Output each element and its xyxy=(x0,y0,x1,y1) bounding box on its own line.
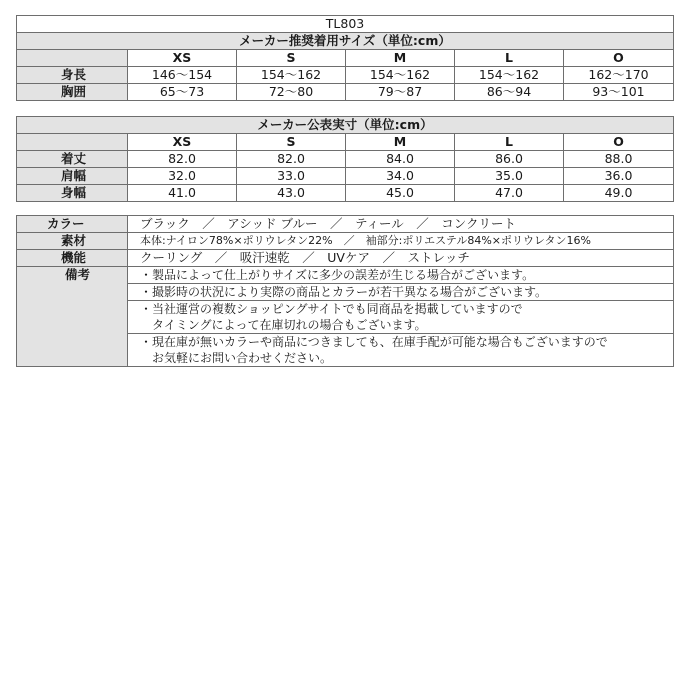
table-cell: 33.0 xyxy=(237,168,346,185)
note-line: ・撮影時の状況により実際の商品とカラーが若干異なる場合がございます。 xyxy=(128,284,674,301)
measured-size-table xyxy=(16,116,674,202)
note-block xyxy=(128,301,674,334)
size-header-o: O xyxy=(564,50,674,67)
note-line: ・製品によって仕上がりサイズに多少の誤差が生じる場合がございます。 xyxy=(128,267,674,284)
table-cell: 162〜170 xyxy=(564,67,674,84)
table-cell: 88.0 xyxy=(564,151,674,168)
table-cell: 45.0 xyxy=(346,185,455,202)
measured-size-title: メーカー公表実寸（単位:cm） xyxy=(17,117,674,134)
product-info-table xyxy=(16,215,674,367)
table-cell: 146〜154 xyxy=(128,67,237,84)
table-cell: 86〜94 xyxy=(455,84,564,101)
row-label-height: 身長 xyxy=(17,67,128,84)
recommended-size-table xyxy=(16,15,674,101)
function-value: クーリング ／ 吸汗速乾 ／ UVケア ／ ストレッチ xyxy=(128,250,674,267)
table-cell: 154〜162 xyxy=(237,67,346,84)
model-number: TL803 xyxy=(17,16,674,33)
function-label: 機能 xyxy=(17,250,128,267)
table-cell: 154〜162 xyxy=(346,67,455,84)
note-line: お気軽にお問い合わせください。 xyxy=(140,351,333,365)
size-header-xs: XS xyxy=(128,134,237,151)
table-cell: 84.0 xyxy=(346,151,455,168)
size-header-l: L xyxy=(455,134,564,151)
table-cell: 41.0 xyxy=(128,185,237,202)
notes-label: 備考 xyxy=(17,267,128,367)
table-cell: 36.0 xyxy=(564,168,674,185)
note-line: ・現在庫が無いカラーや商品につきましても、在庫手配が可能な場合もございますので xyxy=(140,335,608,349)
table-row xyxy=(17,84,674,101)
size-header-m: M xyxy=(346,134,455,151)
size-header-m: M xyxy=(346,50,455,67)
table-cell: 72〜80 xyxy=(237,84,346,101)
corner-cell xyxy=(17,50,128,67)
table-cell: 79〜87 xyxy=(346,84,455,101)
table-cell: 43.0 xyxy=(237,185,346,202)
row-label-shoulder: 肩幅 xyxy=(17,168,128,185)
table-row xyxy=(17,185,674,202)
table-row xyxy=(17,168,674,185)
size-header-l: L xyxy=(455,50,564,67)
table-cell: 154〜162 xyxy=(455,67,564,84)
table-cell: 82.0 xyxy=(237,151,346,168)
material-label: 素材 xyxy=(17,233,128,250)
size-header-row xyxy=(17,50,674,67)
table-cell: 86.0 xyxy=(455,151,564,168)
note-block xyxy=(128,334,674,367)
info-row-color xyxy=(17,216,674,233)
color-value: ブラック ／ アシッド ブルー ／ ティール ／ コンクリート xyxy=(128,216,674,233)
table-cell: 35.0 xyxy=(455,168,564,185)
table-cell: 32.0 xyxy=(128,168,237,185)
table-cell: 82.0 xyxy=(128,151,237,168)
row-label-width: 身幅 xyxy=(17,185,128,202)
size-header-row xyxy=(17,134,674,151)
color-label: カラー xyxy=(17,216,128,233)
info-row-notes xyxy=(17,267,674,284)
material-value: 本体:ナイロン78%×ポリウレタン22% ／ 袖部分:ポリエステル84%×ポリウレタン16% xyxy=(128,233,674,250)
table-cell: 47.0 xyxy=(455,185,564,202)
table-cell: 93〜101 xyxy=(564,84,674,101)
table-row xyxy=(17,67,674,84)
info-row-material xyxy=(17,233,674,250)
note-line: タイミングによって在庫切れの場合もございます。 xyxy=(140,318,427,332)
corner-cell xyxy=(17,134,128,151)
size-header-s: S xyxy=(237,134,346,151)
row-label-chest: 胸囲 xyxy=(17,84,128,101)
table-cell: 34.0 xyxy=(346,168,455,185)
size-header-xs: XS xyxy=(128,50,237,67)
table-row xyxy=(17,151,674,168)
note-line: ・当社運営の複数ショッピングサイトでも同商品を掲載していますので xyxy=(140,302,523,316)
size-header-o: O xyxy=(564,134,674,151)
info-row-function xyxy=(17,250,674,267)
size-header-s: S xyxy=(237,50,346,67)
row-label-length: 着丈 xyxy=(17,151,128,168)
table-cell: 65〜73 xyxy=(128,84,237,101)
recommended-size-title: メーカー推奨着用サイズ（単位:cm） xyxy=(17,33,674,50)
table-cell: 49.0 xyxy=(564,185,674,202)
